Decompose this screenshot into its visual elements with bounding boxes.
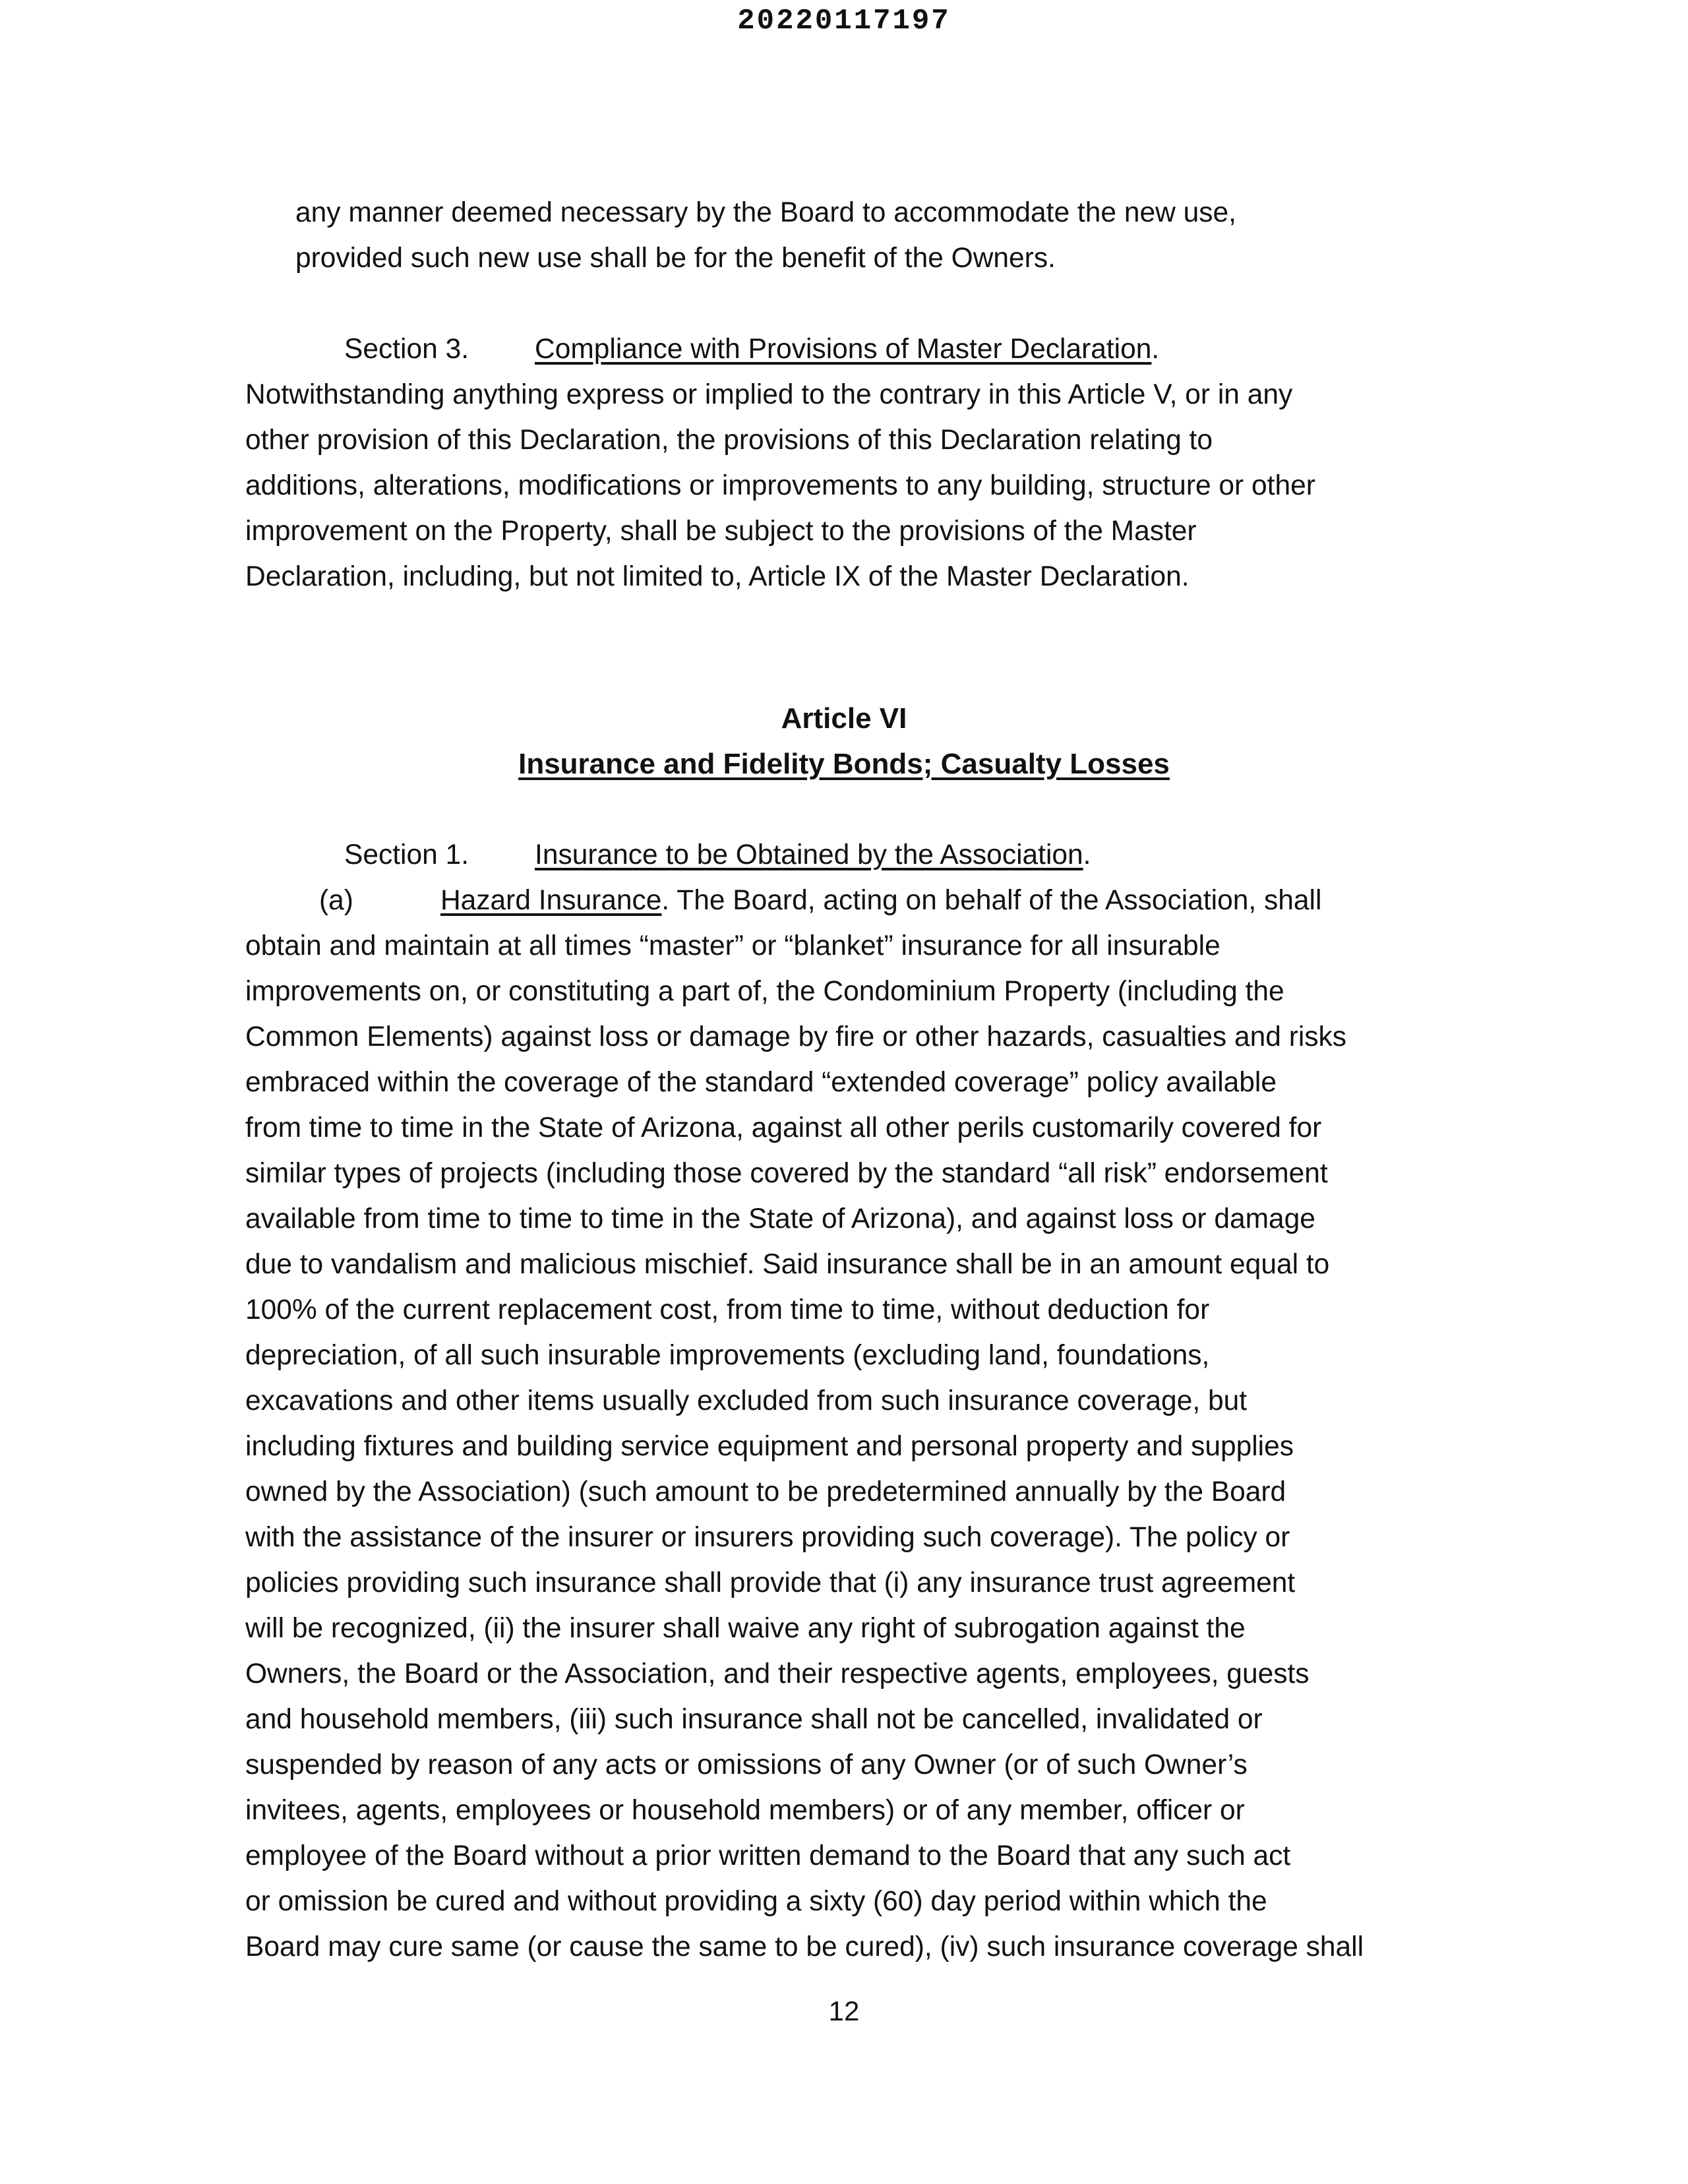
- section-title: Compliance with Provisions of Master Declaration: [535, 334, 1152, 365]
- paragraph-line: including fixtures and building service equipment and personal property and supplies: [245, 1431, 1294, 1462]
- section-label: Section 3.: [344, 334, 469, 365]
- paragraph-line: owned by the Association) (such amount to be predetermined annually by the Board: [245, 1476, 1286, 1507]
- article-title: [0, 741, 1688, 787]
- subsection-title: Hazard Insurance: [440, 885, 662, 916]
- paragraph-line: Board may cure same (or cause the same to be cured), (iv) such insurance coverage shall: [245, 1931, 1364, 1962]
- paragraph-line: other provision of this Declaration, the provisions of this Declaration relating to: [245, 425, 1213, 456]
- continuation-paragraph: [295, 190, 1495, 281]
- paragraph-line: any manner deemed necessary by the Board to accommodate the new use,: [295, 197, 1236, 228]
- paragraph-line: depreciation, of all such insurable improvements (excluding land, foundations,: [245, 1340, 1210, 1371]
- paragraph-line: invitees, agents, employees or household members) or of any member, officer or: [245, 1795, 1245, 1826]
- paragraph-line: available from time to time to time in the State of Arizona), and against loss or damage: [245, 1203, 1315, 1234]
- paragraph-line: additions, alterations, modifications or improvements to any building, structure or other: [245, 470, 1315, 501]
- paragraph-line: Owners, the Board or the Association, and their respective agents, employees, guests: [245, 1658, 1310, 1689]
- document-number: 20220117197: [737, 5, 951, 38]
- article-number: Article VI: [781, 702, 907, 735]
- article-title-text: Insurance and Fidelity Bonds; Casualty Losses: [518, 748, 1170, 780]
- paragraph-line: Common Elements) against loss or damage by fire or other hazards, casualties and risks: [245, 1021, 1347, 1052]
- paragraph-line: Declaration, including, but not limited to, Article IX of the Master Declaration.: [245, 561, 1190, 592]
- section-title-period: .: [1151, 334, 1160, 365]
- paragraph-line: from time to time in the State of Arizona, against all other perils customarily covered for: [245, 1112, 1322, 1143]
- paragraph-line: will be recognized, (ii) the insurer shall waive any right of subrogation against the: [245, 1613, 1246, 1644]
- page-number: 12: [828, 1995, 860, 2026]
- section-3-heading: [245, 326, 1445, 372]
- paragraph-line: 100% of the current replacement cost, from time to time, without deduction for: [245, 1294, 1210, 1325]
- paragraph-line: excavations and other items usually excluded from such insurance coverage, but: [245, 1385, 1248, 1416]
- paragraph-line: policies providing such insurance shall provide that (i) any insurance trust agreement: [245, 1567, 1296, 1598]
- paragraph-line: similar types of projects (including those covered by the standard “all risk” endorsement: [245, 1158, 1328, 1189]
- section-label: Section 1.: [344, 839, 469, 870]
- paragraph-line: Notwithstanding anything express or implied to the contrary in this Article V, or in any: [245, 379, 1293, 410]
- paragraph-line: obtain and maintain at all times “master” or “blanket” insurance for all insurable: [245, 930, 1221, 961]
- subsection-a-first-line: [245, 878, 1445, 923]
- section-title: Insurance to be Obtained by the Association: [535, 839, 1083, 870]
- paragraph-line: or omission be cured and without providing a sixty (60) day period within which the: [245, 1886, 1267, 1917]
- paragraph-line: improvement on the Property, shall be subject to the provisions of the Master: [245, 516, 1197, 547]
- paragraph-line: provided such new use shall be for the benefit of the Owners.: [295, 243, 1056, 274]
- paragraph-line: with the assistance of the insurer or insurers providing such coverage). The policy or: [245, 1522, 1290, 1553]
- paragraph-line: suspended by reason of any acts or omissions of any Owner (or of such Owner’s: [245, 1749, 1248, 1780]
- subsection-label: (a): [319, 885, 353, 916]
- section-title-period: .: [1083, 839, 1091, 870]
- paragraph-text: . The Board, acting on behalf of the Association, shall: [661, 885, 1322, 916]
- section-1: [245, 832, 1445, 1970]
- paragraph-line: due to vandalism and malicious mischief. Said insurance shall be in an amount equal to: [245, 1249, 1330, 1280]
- section-1-heading: [245, 832, 1445, 878]
- paragraph-line: employee of the Board without a prior written demand to the Board that any such act: [245, 1840, 1291, 1871]
- paragraph-line: and household members, (iii) such insurance shall not be cancelled, invalidated or: [245, 1704, 1263, 1735]
- section-3: [245, 326, 1445, 599]
- paragraph-line: improvements on, or constituting a part of, the Condominium Property (including the: [245, 976, 1284, 1007]
- paragraph-line: embraced within the coverage of the standard “extended coverage” policy available: [245, 1067, 1277, 1098]
